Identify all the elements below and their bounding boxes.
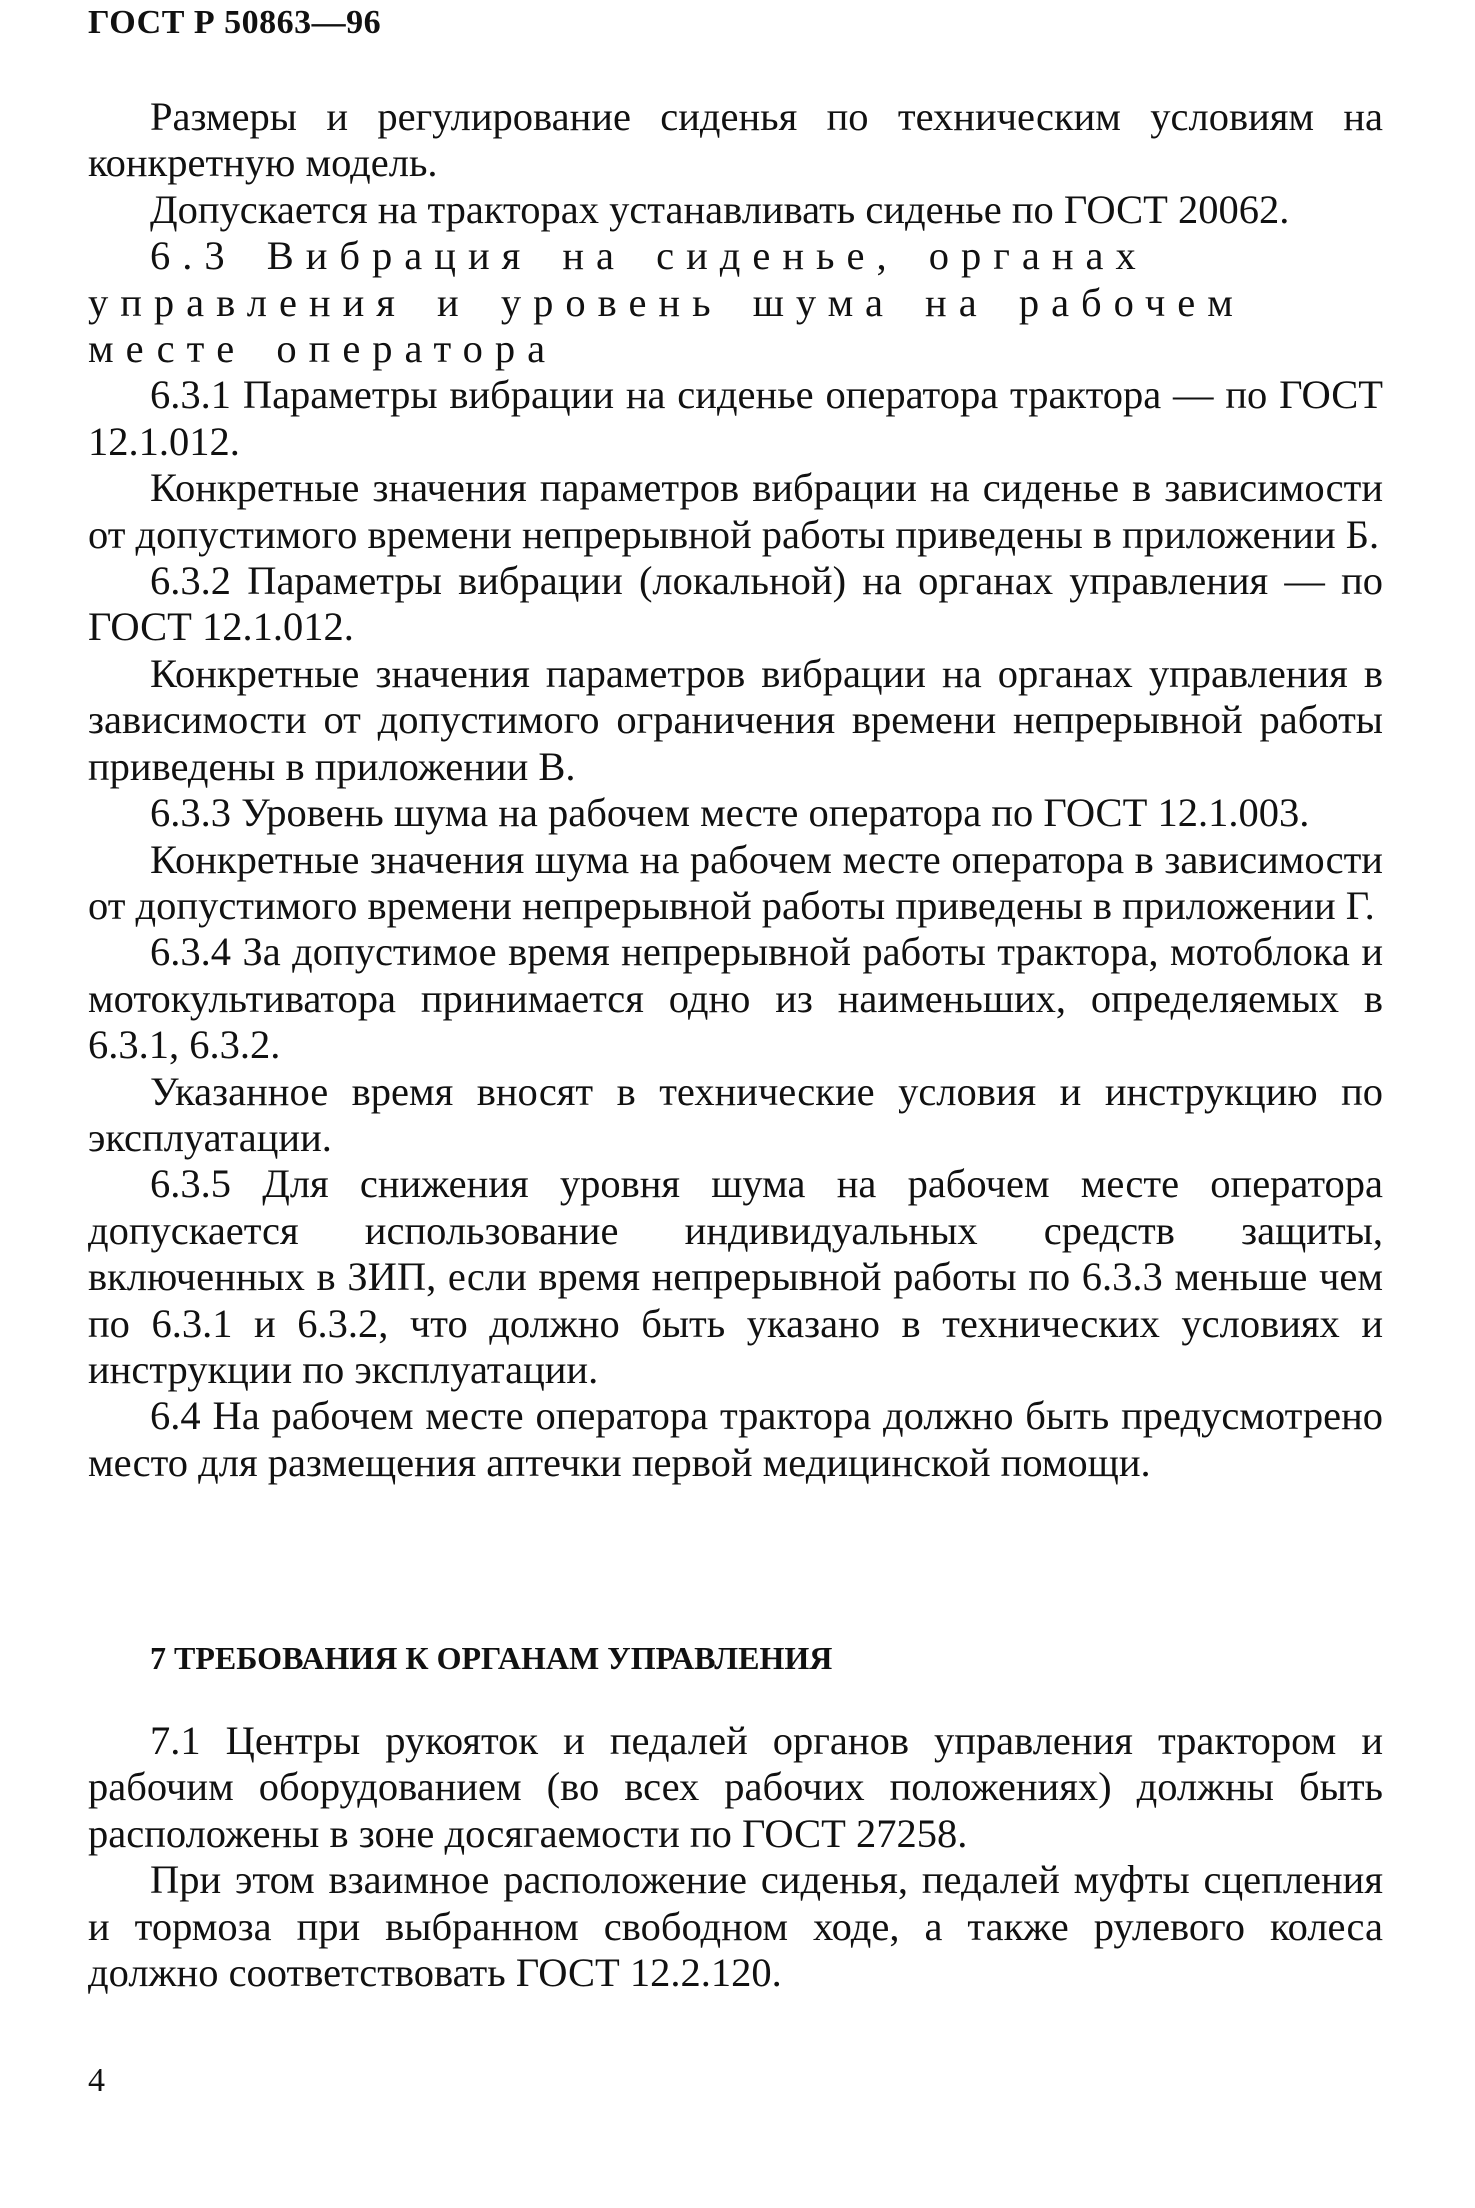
paragraph: Конкретные значения параметров вибрации на органах управления в зависимости от допустимого ограничения времени непрерывной работы приведены в приложении В. xyxy=(88,650,1383,789)
paragraph: При этом взаимное расположение сиденья, педалей муфты сцепления и тормоза при выбранном свободном ходе, а также рулевого колеса должно соответствовать ГОСТ 12.2.120. xyxy=(88,1857,1383,1996)
paragraph: Размеры и регулирование сиденья по техническим условиям на конкретную модель. xyxy=(88,94,1383,186)
paragraph: 6.3.3 Уровень шума на рабочем месте оператора по ГОСТ 12.1.003. xyxy=(150,790,1310,836)
paragraph: Допускается на тракторах устанавливать сиденье по ГОСТ 20062. xyxy=(150,186,1290,232)
section-body xyxy=(88,1718,1383,1996)
paragraph: Конкретные значения шума на рабочем месте оператора в зависимости от допустимого времени непрерывной работы приведены в приложении Г. xyxy=(88,836,1383,928)
page-number: 4 xyxy=(88,2062,105,2099)
section-title: 7 ТРЕБОВАНИЯ К ОРГАНАМ УПРАВЛЕНИЯ xyxy=(150,1640,833,1676)
paragraph: 6.3.4 За допустимое время непрерывной работы трактора, мотоблока и мотокультиватора принимается одно из наименьших, определяемых в 6.3.1, 6.3.2. xyxy=(88,929,1383,1068)
paragraph: Конкретные значения параметров вибрации на сиденье в зависимости от допустимого времени непрерывной работы приведены в приложении Б. xyxy=(88,465,1383,557)
subsection-heading: 6.3 Вибрация на сиденье, органах управления и уровень шума на рабочем месте оператора xyxy=(88,233,1245,372)
paragraph: 6.3.2 Параметры вибрации (локальной) на органах управления — по ГОСТ 12.1.012. xyxy=(88,558,1383,650)
paragraph: 6.4 На рабочем месте оператора трактора должно быть предусмотрено место для размещения аптечки первой медицинской помощи. xyxy=(88,1393,1383,1485)
paragraph: 7.1 Центры рукояток и педалей органов управления трактором и рабочим оборудованием (во всех рабочих положениях) должны быть расположены в зоне досягаемости по ГОСТ 27258. xyxy=(88,1718,1383,1856)
body-text xyxy=(88,94,1383,1486)
paragraph: Указанное время вносят в технические условия и инструкцию по эксплуатации. xyxy=(88,1068,1383,1160)
paragraph: 6.3.5 Для снижения уровня шума на рабочем месте оператора допускается использование индивидуальных средств защиты, включенных в ЗИП, если время непрерывной работы по 6.3.3 меньше чем по 6.3.1 и 6.3.2, что должно быть указано в технических условиях и инструкции по эксплуатации. xyxy=(88,1161,1383,1392)
document-header: ГОСТ Р 50863—96 xyxy=(88,4,382,41)
paragraph: 6.3.1 Параметры вибрации на сиденье оператора трактора — по ГОСТ 12.1.012. xyxy=(88,372,1383,464)
